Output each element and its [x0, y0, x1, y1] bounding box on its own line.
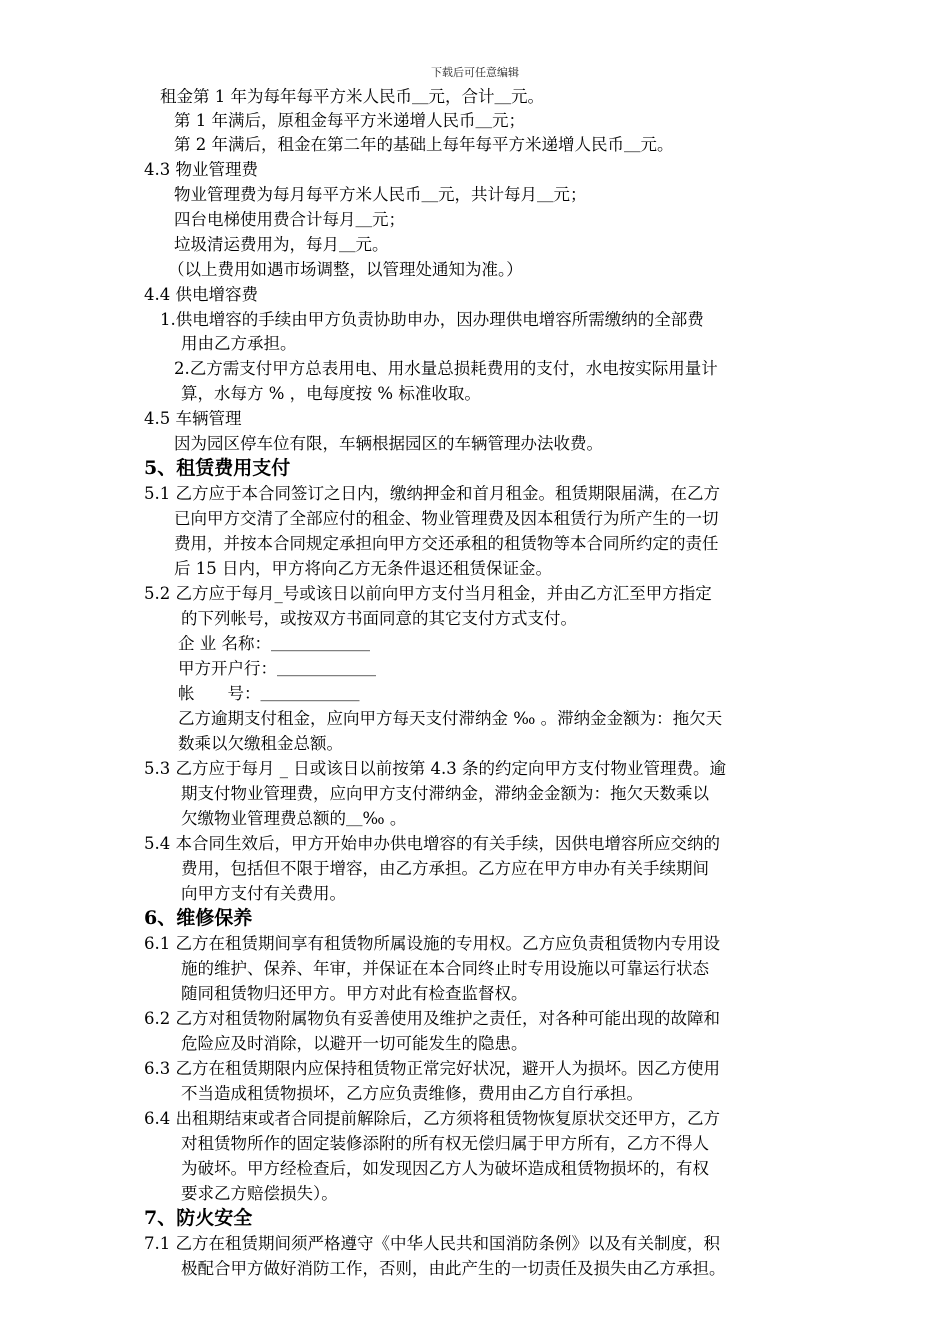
chapter-heading: 7、防火安全 [144, 1207, 253, 1229]
text-line: 5.3 乙方应于每月 _ 日或该日以前按第 4.3 条的约定向甲方支付物业管理费。逾 [144, 759, 726, 778]
text-line: 随同租赁物归还甲方。甲方对此有检查监督权。 [181, 984, 528, 1003]
text-line: 不当造成租赁物损坏，乙方应负责维修，费用由乙方自行承担。 [181, 1084, 643, 1103]
text-line: 乙方逾期支付租金，应向甲方每天支付滞纳金 ‰ 。滞纳金金额为：拖欠天 [178, 709, 723, 728]
text-line: 企 业 名称：＿＿＿＿＿＿ [178, 634, 370, 653]
text-line: 7.1 乙方在租赁期间须严格遵守《中华人民共和国消防条例》以及有关制度，积 [144, 1234, 720, 1253]
text-line: 费用，包括但不限于增容，由乙方承担。乙方应在甲方申办有关手续期间 [181, 859, 709, 878]
text-line: 帐 号：＿＿＿＿＿＿ [178, 684, 360, 703]
text-line: 期支付物业管理费，应向甲方支付滞纳金，滞纳金金额为：拖欠天数乘以 [181, 784, 709, 803]
text-line: 算，水每方 % ，电每度按 % 标准收取。 [181, 384, 481, 403]
page-header: 下载后可任意编辑 [431, 66, 519, 79]
text-line: 后 15 日内，甲方将向乙方无条件退还租赁保证金。 [174, 559, 552, 578]
section-title: 4.3 物业管理费 [144, 160, 258, 179]
text-line: 向甲方支付有关费用。 [181, 884, 346, 903]
text-line: 对租赁物所作的固定装修添附的所有权无偿归属于甲方所有，乙方不得人 [181, 1134, 709, 1153]
text-line: 6.1 乙方在租赁期间享有租赁物所属设施的专用权。乙方应负责租赁物内专用设 [144, 934, 720, 953]
text-line: （以上费用如遇市场调整，以管理处通知为准。） [168, 260, 523, 279]
text-line: 用由乙方承担。 [181, 334, 297, 353]
text-line: 欠缴物业管理费总额的＿‰ 。 [181, 809, 407, 828]
text-line: 租金第 1 年为每年每平方米人民币＿元，合计＿元。 [160, 87, 544, 106]
chapter-heading: 5、租赁费用支付 [144, 457, 291, 479]
text-line: 甲方开户行：＿＿＿＿＿＿ [178, 659, 376, 678]
text-line: 数乘以欠缴租金总额。 [178, 734, 343, 753]
text-line: 垃圾清运费用为，每月＿元。 [174, 235, 389, 254]
text-line: 5.4 本合同生效后，甲方开始申办供电增容的有关手续，因供电增容所应交纳的 [144, 834, 720, 853]
text-line: 物业管理费为每月每平方米人民币＿元，共计每月＿元； [174, 185, 587, 204]
text-line: 5.2 乙方应于每月_号或该日以前向甲方支付当月租金，并由乙方汇至甲方指定 [144, 584, 712, 603]
text-line: 危险应及时消除，以避开一切可能发生的隐患。 [181, 1034, 528, 1053]
section-title: 4.4 供电增容费 [144, 285, 258, 304]
section-title: 4.5 车辆管理 [144, 409, 242, 428]
text-line: 第 1 年满后，原租金每平方米递增人民币＿元； [174, 111, 525, 130]
text-line: 费用，并按本合同规定承担向甲方交还承租的租赁物等本合同所约定的责任 [174, 534, 719, 553]
text-line: 6.4 出租期结束或者合同提前解除后，乙方须将租赁物恢复原状交还甲方，乙方 [144, 1109, 720, 1128]
text-line: 6.3 乙方在租赁期限内应保持租赁物正常完好状况，避开人为损坏。因乙方使用 [144, 1059, 720, 1078]
text-line: 2.乙方需支付甲方总表用电、用水量总损耗费用的支付，水电按实际用量计 [174, 359, 718, 378]
chapter-heading: 6、维修保养 [144, 907, 253, 929]
text-line: 因为园区停车位有限，车辆根据园区的车辆管理办法收费。 [174, 434, 603, 453]
text-line: 要求乙方赔偿损失）。 [181, 1184, 338, 1203]
text-line: 6.2 乙方对租赁物附属物负有妥善使用及维护之责任，对各种可能出现的故障和 [144, 1009, 720, 1028]
text-line: 第 2 年满后，租金在第二年的基础上每年每平方米递增人民币＿元。 [174, 135, 674, 154]
text-line: 的下列帐号，或按双方书面同意的其它支付方式支付。 [181, 609, 577, 628]
text-line: 已向甲方交清了全部应付的租金、物业管理费及因本租赁行为所产生的一切 [174, 509, 719, 528]
text-line: 1.供电增容的手续由甲方负责协助申办，因办理供电增容所需缴纳的全部费 [160, 310, 704, 329]
text-line: 极配合甲方做好消防工作，否则，由此产生的一切责任及损失由乙方承担。 [181, 1259, 726, 1278]
text-line: 为破坏。甲方经检查后，如发现因乙方人为破坏造成租赁物损坏的，有权 [181, 1159, 709, 1178]
text-line: 5.1 乙方应于本合同签订之日内，缴纳押金和首月租金。租赁期限届满，在乙方 [144, 484, 720, 503]
text-line: 施的维护、保养、年审，并保证在本合同终止时专用设施以可靠运行状态 [181, 959, 709, 978]
text-line: 四台电梯使用费合计每月＿元； [174, 210, 405, 229]
